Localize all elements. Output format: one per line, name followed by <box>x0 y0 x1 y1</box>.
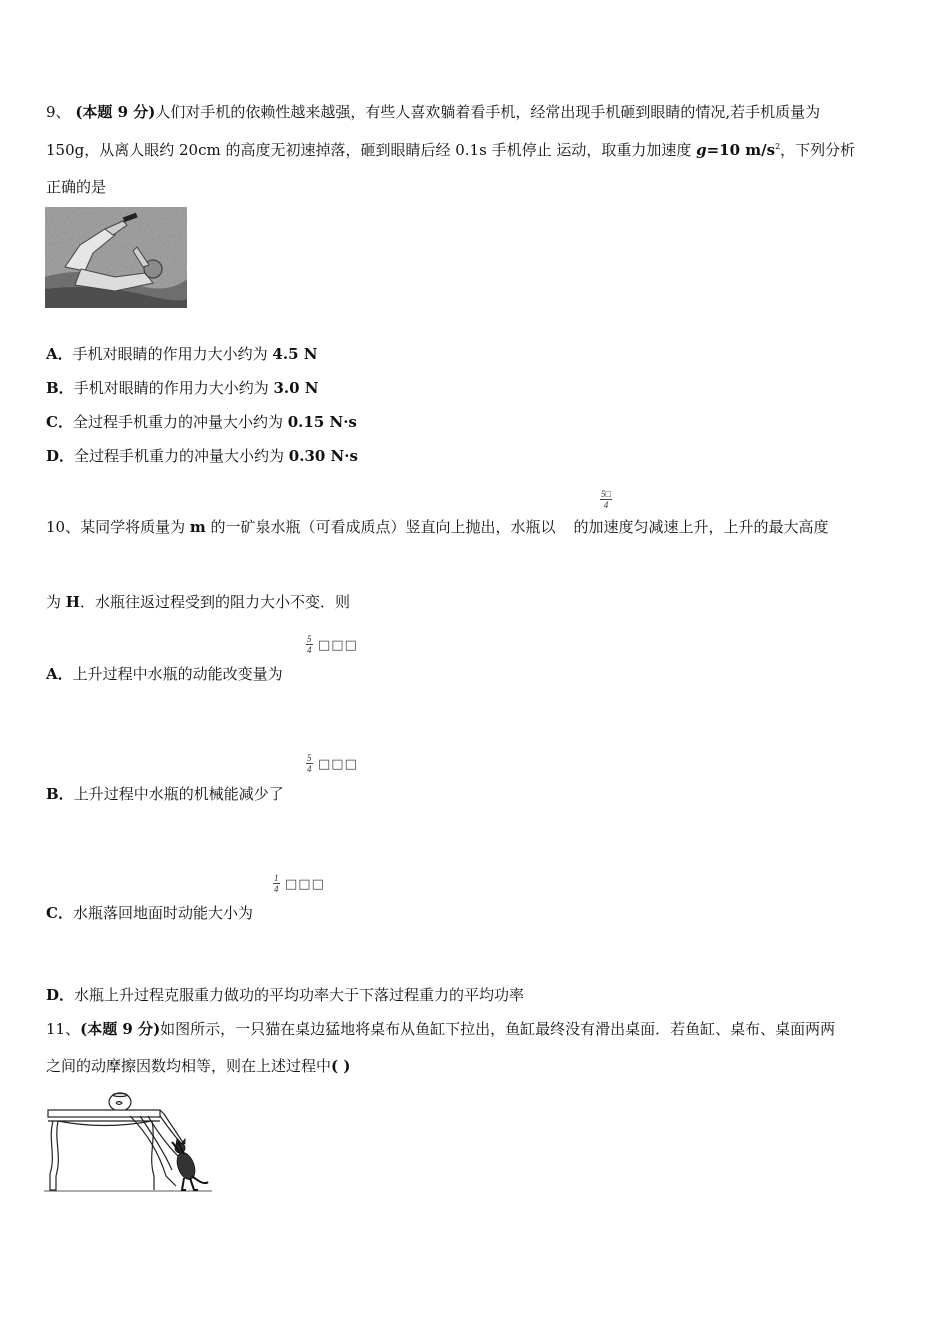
q9-stem-line-3 <box>46 177 106 197</box>
q9-option-d-label: D． <box>46 447 75 465</box>
q10-height-symbol: H <box>65 593 80 611</box>
q10-option-c-text: 水瓶落回地面时动能大小为 <box>72 904 253 922</box>
q9-option-c-text: 全过程手机重力的冲量大小约为 <box>72 413 288 431</box>
q9-option-b[interactable] <box>46 378 319 398</box>
q10-option-c-fraction <box>273 873 280 894</box>
q9-option-a[interactable] <box>46 344 317 364</box>
q10-text-1b: 的一矿泉水瓶（可看成质点）竖直向上抛出，水瓶以 <box>205 518 556 536</box>
q10-number: 10、 <box>46 518 81 536</box>
q10-option-d[interactable] <box>46 985 524 1005</box>
q9-option-a-text: 手机对眼睛的作用力大小约为 <box>72 345 273 363</box>
q9-g-value: =10 m/s <box>706 141 776 159</box>
q10-option-b-numerator: 5 <box>307 753 312 763</box>
q10-option-b-label: B． <box>46 785 74 803</box>
q9-g-symbol: g <box>696 141 707 159</box>
q10-mass-symbol: m <box>189 518 206 536</box>
q9-option-b-text: 手机对眼睛的作用力大小约为 <box>73 379 274 397</box>
q10-text-2b: ．水瓶往返过程受到的阻力大小不变．则 <box>79 593 350 611</box>
q10-stem-line-1 <box>46 517 829 537</box>
q11-stem-line-1 <box>46 1019 835 1039</box>
q10-option-a-label: A． <box>46 665 73 683</box>
q10-option-c[interactable] <box>46 903 253 923</box>
q9-option-c-value: 0.15 N·s <box>287 413 357 431</box>
q10-option-a-numerator: 5 <box>307 634 312 644</box>
q11-text-1: 如图所示，一只猫在桌边猛地将桌布从鱼缸下拉出，鱼缸最终没有滑出桌面．若鱼缸、桌布、桌面两两 <box>160 1020 836 1038</box>
q9-option-b-value: 3.0 N <box>273 379 319 397</box>
q11-text-2a: 之间的动摩擦因数均相等，则在上述过程中 <box>46 1057 332 1075</box>
q10-option-b-denominator: 4 <box>307 764 312 774</box>
q9-stem-line-1 <box>46 102 820 122</box>
q10-acceleration-numerator: 5□ <box>601 489 611 499</box>
q9-text-2c: ，下列分析 <box>780 141 856 159</box>
q9-text-2a: 150g，从离人眼约 20cm 的高度无初速掉落，砸到眼睛后经 0.1s 手机停止 运动，取重力加速度 <box>46 141 697 159</box>
q9-option-c-label: C． <box>46 413 73 431</box>
q10-option-c-denominator: 4 <box>274 884 279 894</box>
q9-text-3: 正确的是 <box>46 178 107 196</box>
q9-points: (本题 9 分) <box>75 103 156 121</box>
q10-option-b-text: 上升过程中水瓶的机械能减少了 <box>73 785 284 803</box>
q10-option-a-text: 上升过程中水瓶的动能改变量为 <box>72 665 283 683</box>
q10-text-2a: 为 <box>46 593 66 611</box>
q11-number: 11、 <box>46 1020 81 1038</box>
q10-option-d-text: 水瓶上升过程克服重力做功的平均功率大于下落过程重力的平均功率 <box>74 986 525 1004</box>
q9-option-c[interactable] <box>46 412 357 432</box>
q9-option-a-label: A． <box>46 345 73 363</box>
q9-option-a-value: 4.5 N <box>272 345 318 363</box>
q10-option-b-fraction <box>306 753 313 774</box>
q9-lying-phone-image <box>45 207 187 308</box>
q10-acceleration-fraction <box>600 489 612 510</box>
q10-option-c-missing-symbols: □□□ <box>285 877 325 892</box>
q10-option-c-numerator: 1 <box>274 873 279 883</box>
q11-text-2b: ( ) <box>331 1057 351 1075</box>
q9-option-b-label: B． <box>46 379 74 397</box>
q11-cat-tablecloth-diagram <box>44 1090 212 1196</box>
q10-option-b[interactable] <box>46 784 284 804</box>
q10-option-c-label: C． <box>46 904 73 922</box>
q10-option-a-denominator: 4 <box>307 645 312 655</box>
q10-option-d-label: D． <box>46 986 75 1004</box>
q9-number: 9、 <box>46 103 71 121</box>
q9-option-d[interactable] <box>46 446 358 466</box>
q10-text-1c: 的加速度匀减速上升，上升的最大高度 <box>573 518 829 536</box>
q10-option-b-missing-symbols: □□□ <box>318 757 358 772</box>
q9-g-exponent: 2 <box>775 142 781 151</box>
q9-option-d-value: 0.30 N·s <box>288 447 358 465</box>
q9-text-1: 人们对手机的依赖性越来越强，有些人喜欢躺着看手机，经常出现手机砸到眼睛的情况,若手机质量为 <box>155 103 821 121</box>
q10-stem-line-2 <box>46 592 350 612</box>
q10-option-a[interactable] <box>46 664 283 684</box>
q10-option-a-fraction <box>306 634 313 655</box>
q9-option-d-text: 全过程手机重力的冲量大小约为 <box>74 447 289 465</box>
q11-stem-line-2 <box>46 1056 350 1076</box>
q10-option-a-missing-symbols: □□□ <box>318 638 358 653</box>
q9-stem-line-2 <box>46 140 855 160</box>
q10-acceleration-denominator: 4 <box>603 500 609 510</box>
q10-text-1a: 某同学将质量为 <box>80 518 190 536</box>
q11-points: (本题 9 分) <box>80 1020 161 1038</box>
